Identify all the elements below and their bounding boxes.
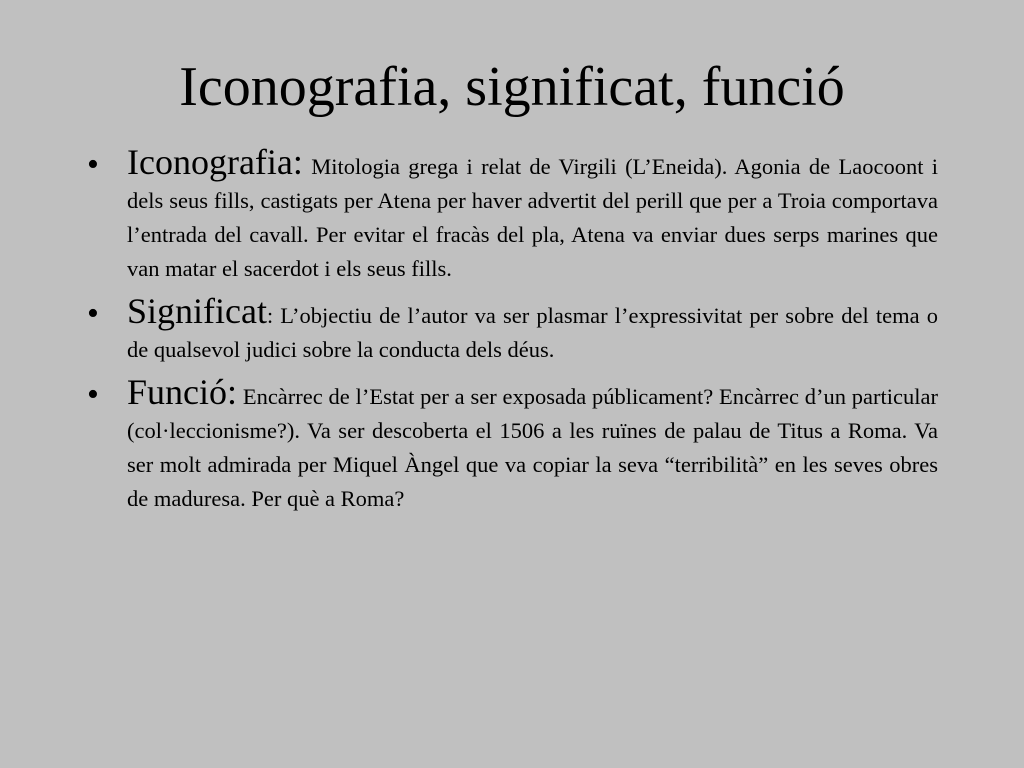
bullet-marker: • bbox=[87, 146, 99, 183]
bullet-heading: Funció: bbox=[127, 372, 238, 412]
bullet-text: Encàrrec de l’Estat per a ser exposada públicament? Encàrrec d’un particular (col·leccionisme?). Va ser descoberta el 1506 a les ruïnes de palau de Titus a Roma. Va ser molt admirada per Miquel Àngel que va copiar la seva “terribilità” en les seves obres de maduresa. Per què a Roma? bbox=[127, 384, 938, 511]
bullet-item-iconografia bbox=[82, 142, 938, 286]
bullet-heading: Iconografia: bbox=[127, 142, 303, 182]
bullet-text: L’objectiu de l’autor va ser plasmar l’expressivitat per sobre del tema o de qualsevol judici sobre la conducta dels déus. bbox=[127, 303, 938, 362]
slide-title: Iconografia, significat, funció bbox=[179, 56, 845, 118]
bullet-marker: • bbox=[87, 376, 99, 413]
bullet-item-significat bbox=[82, 291, 938, 367]
bullet-heading bbox=[127, 291, 273, 331]
bullet-item-funcio bbox=[82, 372, 938, 516]
bullet-text: Mitologia grega i relat de Virgili (L’Eneida). Agonia de Laocoont i dels seus fills, castigats per Atena per haver advertit del perill que per a Troia comportava l’entrada del cavall. Per evitar el fracàs del pla, Atena va enviar dues serps marines que van matar el sacerdot i els seus fills. bbox=[127, 154, 938, 281]
bullet-list bbox=[82, 142, 938, 524]
bullet-heading-colon: : bbox=[266, 303, 274, 328]
bullet-heading-word: Significat bbox=[127, 291, 267, 331]
bullet-marker: • bbox=[87, 295, 99, 332]
